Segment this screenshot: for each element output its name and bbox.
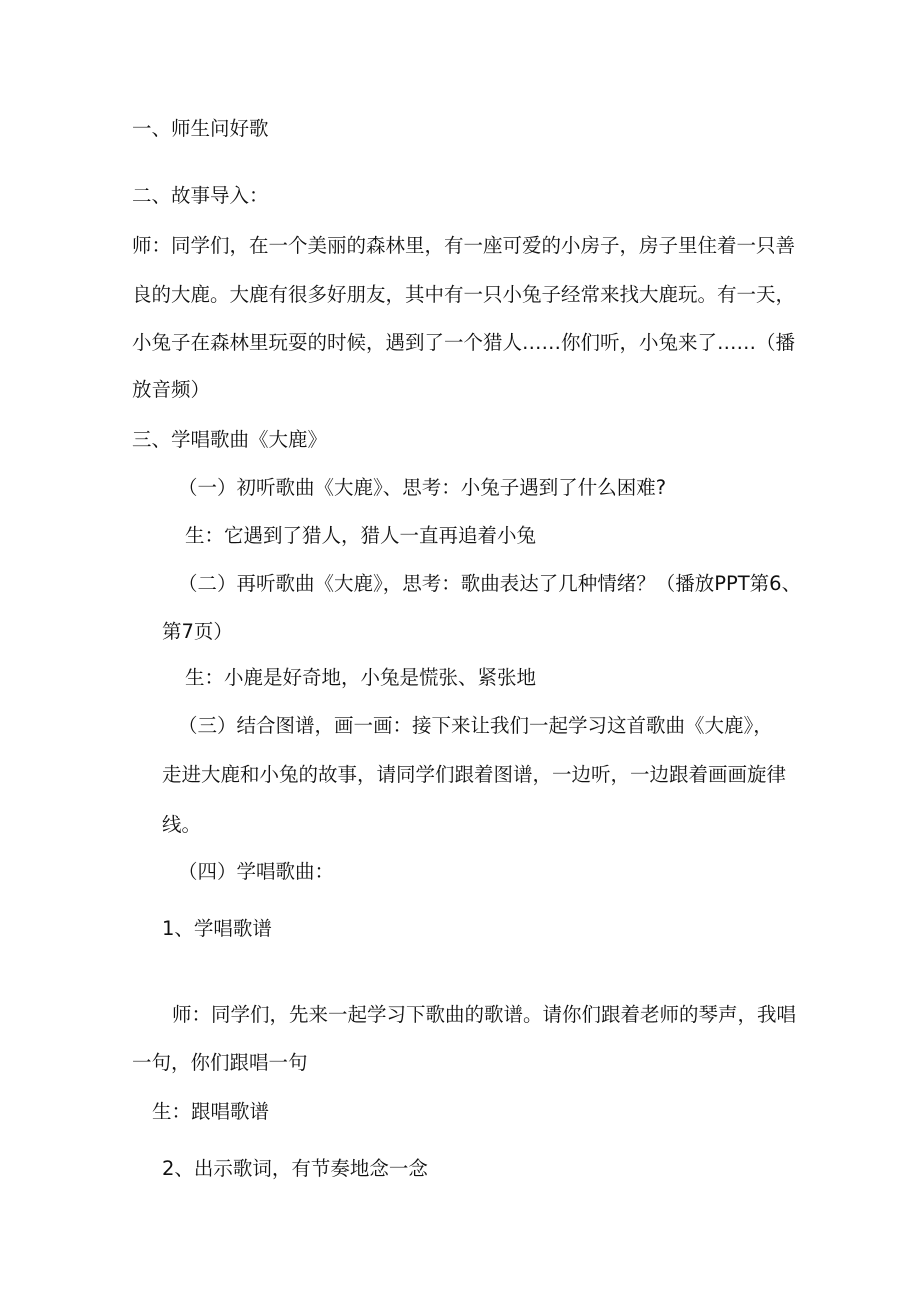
- step2-question-line: （二）再听歌曲《大鹿》，思考：歌曲表达了几种情绪？（播放PPT第6、: [178, 572, 802, 595]
- step4-heading: （四）学唱歌曲：: [178, 860, 335, 883]
- item1-student: 生：跟唱歌谱: [152, 1100, 270, 1123]
- story-paragraph-line: 放音频）: [132, 378, 211, 401]
- step3-line: 走进大鹿和小兔的故事，请同学们跟着图谱，一边听，一边跟着画画旋律: [162, 763, 787, 786]
- section1-heading: 一、师生问好歌: [132, 117, 269, 140]
- story-paragraph-line: 师：同学们，在一个美丽的森林里，有一座可爱的小房子，房子里住着一只善: [132, 234, 796, 257]
- step3-line: （三）结合图谱，画一画：接下来让我们一起学习这首歌曲《大鹿》，: [178, 714, 773, 737]
- item1-heading: 1、学唱歌谱: [162, 917, 272, 940]
- section3-heading: 三、学唱歌曲《大鹿》: [132, 428, 328, 451]
- step3-line: 线。: [162, 813, 202, 836]
- step2-question-line: 第7页）: [162, 620, 233, 643]
- story-paragraph-line: 小兔子在森林里玩耍的时候，遇到了一个猎人……你们听，小兔来了……（播: [132, 331, 796, 354]
- story-paragraph-line: 良的大鹿。大鹿有很多好朋友，其中有一只小兔子经常来找大鹿玩。有一天，: [132, 283, 796, 306]
- section2-heading: 二、故事导入：: [132, 184, 269, 207]
- step1-answer: 生：它遇到了猎人，猎人一直再追着小兔: [185, 524, 537, 547]
- step2-answer: 生：小鹿是好奇地，小兔是慌张、紧张地: [185, 666, 537, 689]
- item1-teacher-line: 一句，你们跟唱一句: [132, 1051, 308, 1074]
- step1-question: （一）初听歌曲《大鹿》、思考：小兔子遇到了什么困难?: [178, 476, 667, 499]
- item1-teacher-line: 师：同学们，先来一起学习下歌曲的歌谱。请你们跟着老师的琴声，我唱: [172, 1003, 797, 1026]
- item2-heading: 2、出示歌词，有节奏地念一念: [162, 1157, 428, 1180]
